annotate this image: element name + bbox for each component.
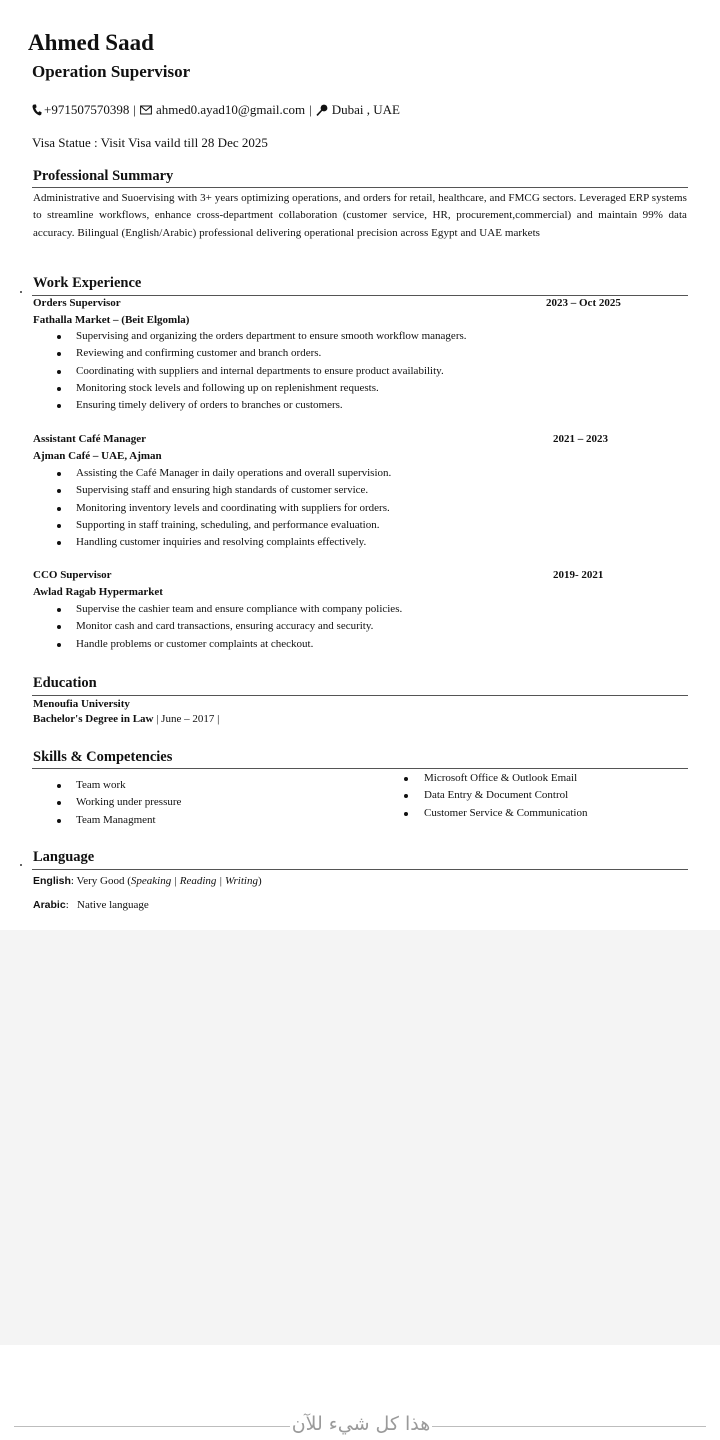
list-item: Microsoft Office & Outlook Email [0,770,587,787]
phone-icon [32,104,42,116]
experience-heading: Work Experience [33,275,142,291]
margin-dot [20,864,22,866]
education-heading: Education [33,675,97,691]
list-item: Supervising and organizing the orders department to ensure smooth workflow managers. [0,328,467,345]
list-item: Handle problems or customer complaints at checkout. [0,636,402,653]
section-divider [32,295,688,296]
email-address[interactable]: ahmed0.ayad10@gmail.com [155,102,306,117]
list-item: Supervising staff and ensuring high standards of customer service. [0,482,391,499]
section-divider [32,187,688,188]
visa-status: Visa Statue : Visit Visa vaild till 28 Dec 2025 [32,135,268,150]
summary-heading: Professional Summary [33,168,174,184]
list-item: Assisting the Café Manager in daily operations and overall supervision. [0,465,391,482]
language-english: English: Very Good (Speaking | Reading | Writing) [33,875,262,887]
skills-right-list [0,770,587,822]
contact-separator: | [309,102,312,117]
language-heading: Language [33,849,95,865]
job-company: Awlad Ragab Hypermarket [33,586,163,598]
job-duties [0,328,467,414]
job-title: Assistant Café Manager [33,433,147,445]
language-label: Arabic [33,899,66,911]
job-title: Orders Supervisor [33,297,121,309]
margin-dot [20,291,22,293]
candidate-role: Operation Supervisor [32,62,191,81]
education-degree: Bachelor's Degree in Law [33,713,154,725]
phone-number[interactable]: +971507570398 [44,102,130,117]
list-item: Reviewing and confirming customer and branch orders. [0,345,467,362]
list-item: Supporting in staff training, scheduling, and performance evaluation. [0,517,391,534]
list-item: Customer Service & Communication [0,805,587,822]
job-company: Fathalla Market – (Beit Elgomla) [33,314,190,326]
contact-separator: | [133,102,136,117]
language-level: Very Good [76,875,125,887]
job-duties [0,601,402,653]
list-item: Monitor cash and card transactions, ensuring accuracy and security. [0,618,402,635]
end-of-content-message: هذا كل شيء للآن [291,1413,431,1435]
job-title: CCO Supervisor [33,569,112,581]
list-item: Team work [0,777,181,794]
candidate-name: Ahmed Saad [28,30,154,55]
section-divider [32,869,688,870]
end-divider-left [14,1426,290,1427]
job-dates: 2021 – 2023 [553,433,608,445]
location: Dubai , UAE [331,102,400,117]
end-divider-right [432,1426,706,1427]
list-item: Supervise the cashier team and ensure compliance with company policies. [0,601,402,618]
education-school: Menoufia University [33,698,130,710]
language-arabic: Arabic: Native language [33,899,149,911]
list-item: Monitoring inventory levels and coordinating with suppliers for orders. [0,500,391,517]
list-item: Data Entry & Document Control [0,787,587,804]
list-item: Coordinating with suppliers and internal departments to ensure product availability. [0,363,467,380]
job-company: Ajman Café – UAE, Ajman [33,450,162,462]
list-item: Ensuring timely delivery of orders to branches or customers. [0,397,467,414]
education-date: | June – 2017 | [156,713,220,725]
list-item: Working under pressure [0,794,181,811]
list-item: Team Managment [0,812,181,829]
list-item: Handling customer inquiries and resolving complaints effectively. [0,534,391,551]
job-dates: 2019- 2021 [553,569,604,581]
summary-text: Administrative and Suoervising with 3+ years optimizing operations, and orders for retail, healthcare, and FMCG sectors. Leveraged ERP systems to streamline workflows, enhance cross-department collaboration (customer service, HR, procurement,commercial) and maintain 99% data accuracy. Bilingual (English/Arabic) professional delivering operational precision across Egypt and UAE markets [33,192,687,239]
language-skills: Speaking | Reading | Writing [130,875,258,887]
language-label: English [33,875,71,887]
section-divider [32,768,688,769]
job-duties [0,465,391,551]
section-divider [32,695,688,696]
language-level: Native language [77,899,149,911]
education-degree-line [33,713,219,725]
job-dates: 2023 – Oct 2025 [546,297,621,309]
list-item: Monitoring stock levels and following up on replenishment requests. [0,380,467,397]
skills-heading: Skills & Competencies [33,749,173,765]
mail-icon [140,105,152,115]
contact-line [32,102,400,118]
location-pin-icon [316,104,328,116]
